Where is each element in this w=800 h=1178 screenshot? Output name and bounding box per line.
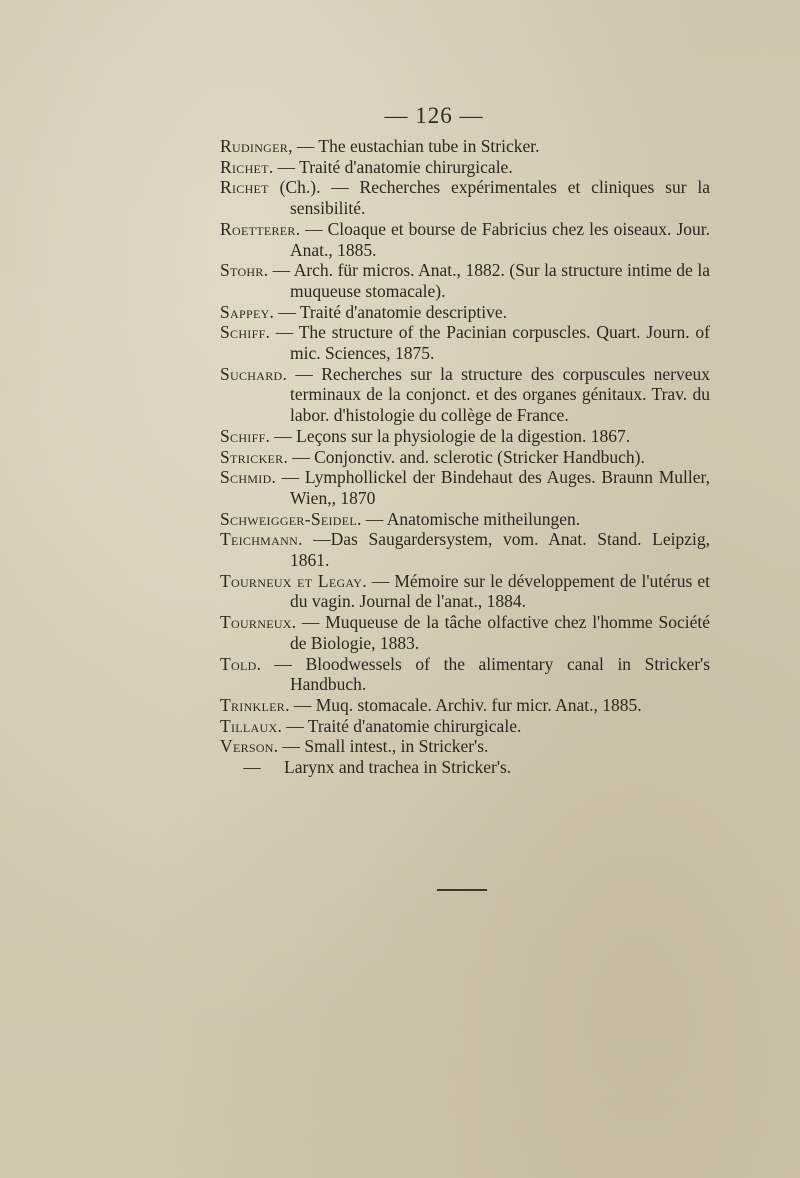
entry-author: Roetterer — [220, 218, 296, 239]
bibliography-entry — [220, 695, 710, 716]
entry-author: Tourneux — [220, 612, 292, 633]
bibliography-entry — [220, 654, 710, 695]
entry-author: Teichmann — [220, 529, 299, 550]
bibliography-entry — [220, 736, 710, 757]
bibliography-entry — [220, 302, 710, 323]
bibliography-entry — [220, 757, 710, 778]
entry-author: Verson — [220, 736, 274, 757]
bibliography-entry — [220, 529, 710, 570]
entry-text: . — Arch. für micros. Anat., 1882. (Sur la structure intime de la muqueuse stomacale). — [263, 260, 710, 301]
entry-text: . — Traité d'anatomie chirurgicale. — [277, 715, 522, 736]
entry-text: . — Muq. stomacale. Archiv. fur micr. Anat., 1885. — [285, 694, 642, 715]
entry-author: Sappey — [220, 301, 270, 322]
entry-author: Tillaux — [220, 715, 278, 736]
bibliography-entry — [220, 157, 710, 178]
entry-author: Stohr — [220, 260, 264, 281]
bibliography-entry — [220, 612, 710, 653]
entry-author: Trinkler — [220, 694, 286, 715]
end-rule — [437, 889, 487, 891]
ditto-dash: — — [243, 757, 261, 778]
bibliography-entry — [220, 136, 710, 157]
entry-text: . — Traité d'anatomie chirurgicale. — [268, 156, 513, 177]
entry-text: . —Das Saugardersystem, vom. Anat. Stand. Leipzig, 1861. — [290, 529, 710, 571]
entry-author: Schweigger-Seidel — [220, 508, 358, 529]
entry-text: . — Anatomische mitheilungen. — [357, 508, 581, 529]
entry-text: . — Muqueuse de la tâche olfactive chez l'homme Société de Biologie, 1883. — [290, 612, 710, 653]
entry-author: Schiff — [220, 425, 266, 446]
entry-text: (Ch.). — Recherches expérimentales et cliniques sur la sensibilité. — [268, 177, 710, 219]
entry-text: . — Recherches sur la structure des corpuscules nerveux terminaux de la conjonct. et des organes génitaux. Trav. du labor. d'histologie du collège de France. — [282, 363, 710, 426]
entry-text: . — Small intest., in Stricker's. — [273, 736, 489, 757]
bibliography-entry — [220, 260, 710, 301]
bibliography-list — [220, 136, 710, 778]
entry-author: Stricker — [220, 446, 284, 467]
entry-text: . — Mémoire sur le développement de l'utérus et du vagin. Journal de l'anat., 1884. — [290, 570, 710, 612]
bibliography-entry — [220, 219, 710, 260]
bibliography-entry — [220, 426, 710, 447]
bibliography-entry — [220, 177, 710, 218]
entry-author: Schmid — [220, 467, 272, 488]
entry-text: . — Lymphollickel der Bindehaut des Auges. Braunn Muller, Wien,, 1870 — [271, 467, 710, 508]
bibliography-entry — [220, 467, 710, 508]
bibliography-entry — [220, 716, 710, 737]
bibliography-entry — [220, 447, 710, 468]
entry-author: Told — [220, 653, 257, 674]
entry-author: Rudinger — [220, 136, 289, 156]
entry-text: , — The eustachian tube in Stricker. — [288, 136, 540, 156]
entry-author: Tourneux et Legay — [220, 570, 363, 591]
entry-text: . — Traité d'anatomie descriptive. — [269, 301, 507, 322]
entry-text: . — The structure of the Pacinian corpuscles. Quart. Journ. of mic. Sciences, 1875. — [265, 322, 710, 364]
entry-author: Schiff — [220, 322, 266, 343]
bibliography-entry — [220, 571, 710, 612]
entry-author: Suchard — [220, 363, 283, 384]
bibliography-entry — [220, 322, 710, 363]
entry-text: . — Conjonctiv. and. sclerotic (Stricker Handbuch). — [283, 446, 645, 467]
bibliography-entry — [220, 364, 710, 426]
entry-text: . — Cloaque et bourse de Fabricius chez les oiseaux. Jour. Anat., 1885. — [290, 218, 710, 260]
bibliography-entry — [220, 509, 710, 530]
page-number: — 126 — — [384, 103, 484, 128]
entry-author: Richet — [220, 156, 269, 177]
entry-text: . — Bloodwessels of the alimentary canal in Stricker's Handbuch. — [256, 653, 710, 695]
entry-author: Richet — [220, 177, 269, 198]
entry-text: . — Leçons sur la physiologie de la digestion. 1867. — [265, 425, 631, 446]
entry-text: Larynx and trachea in Stricker's. — [284, 757, 512, 778]
